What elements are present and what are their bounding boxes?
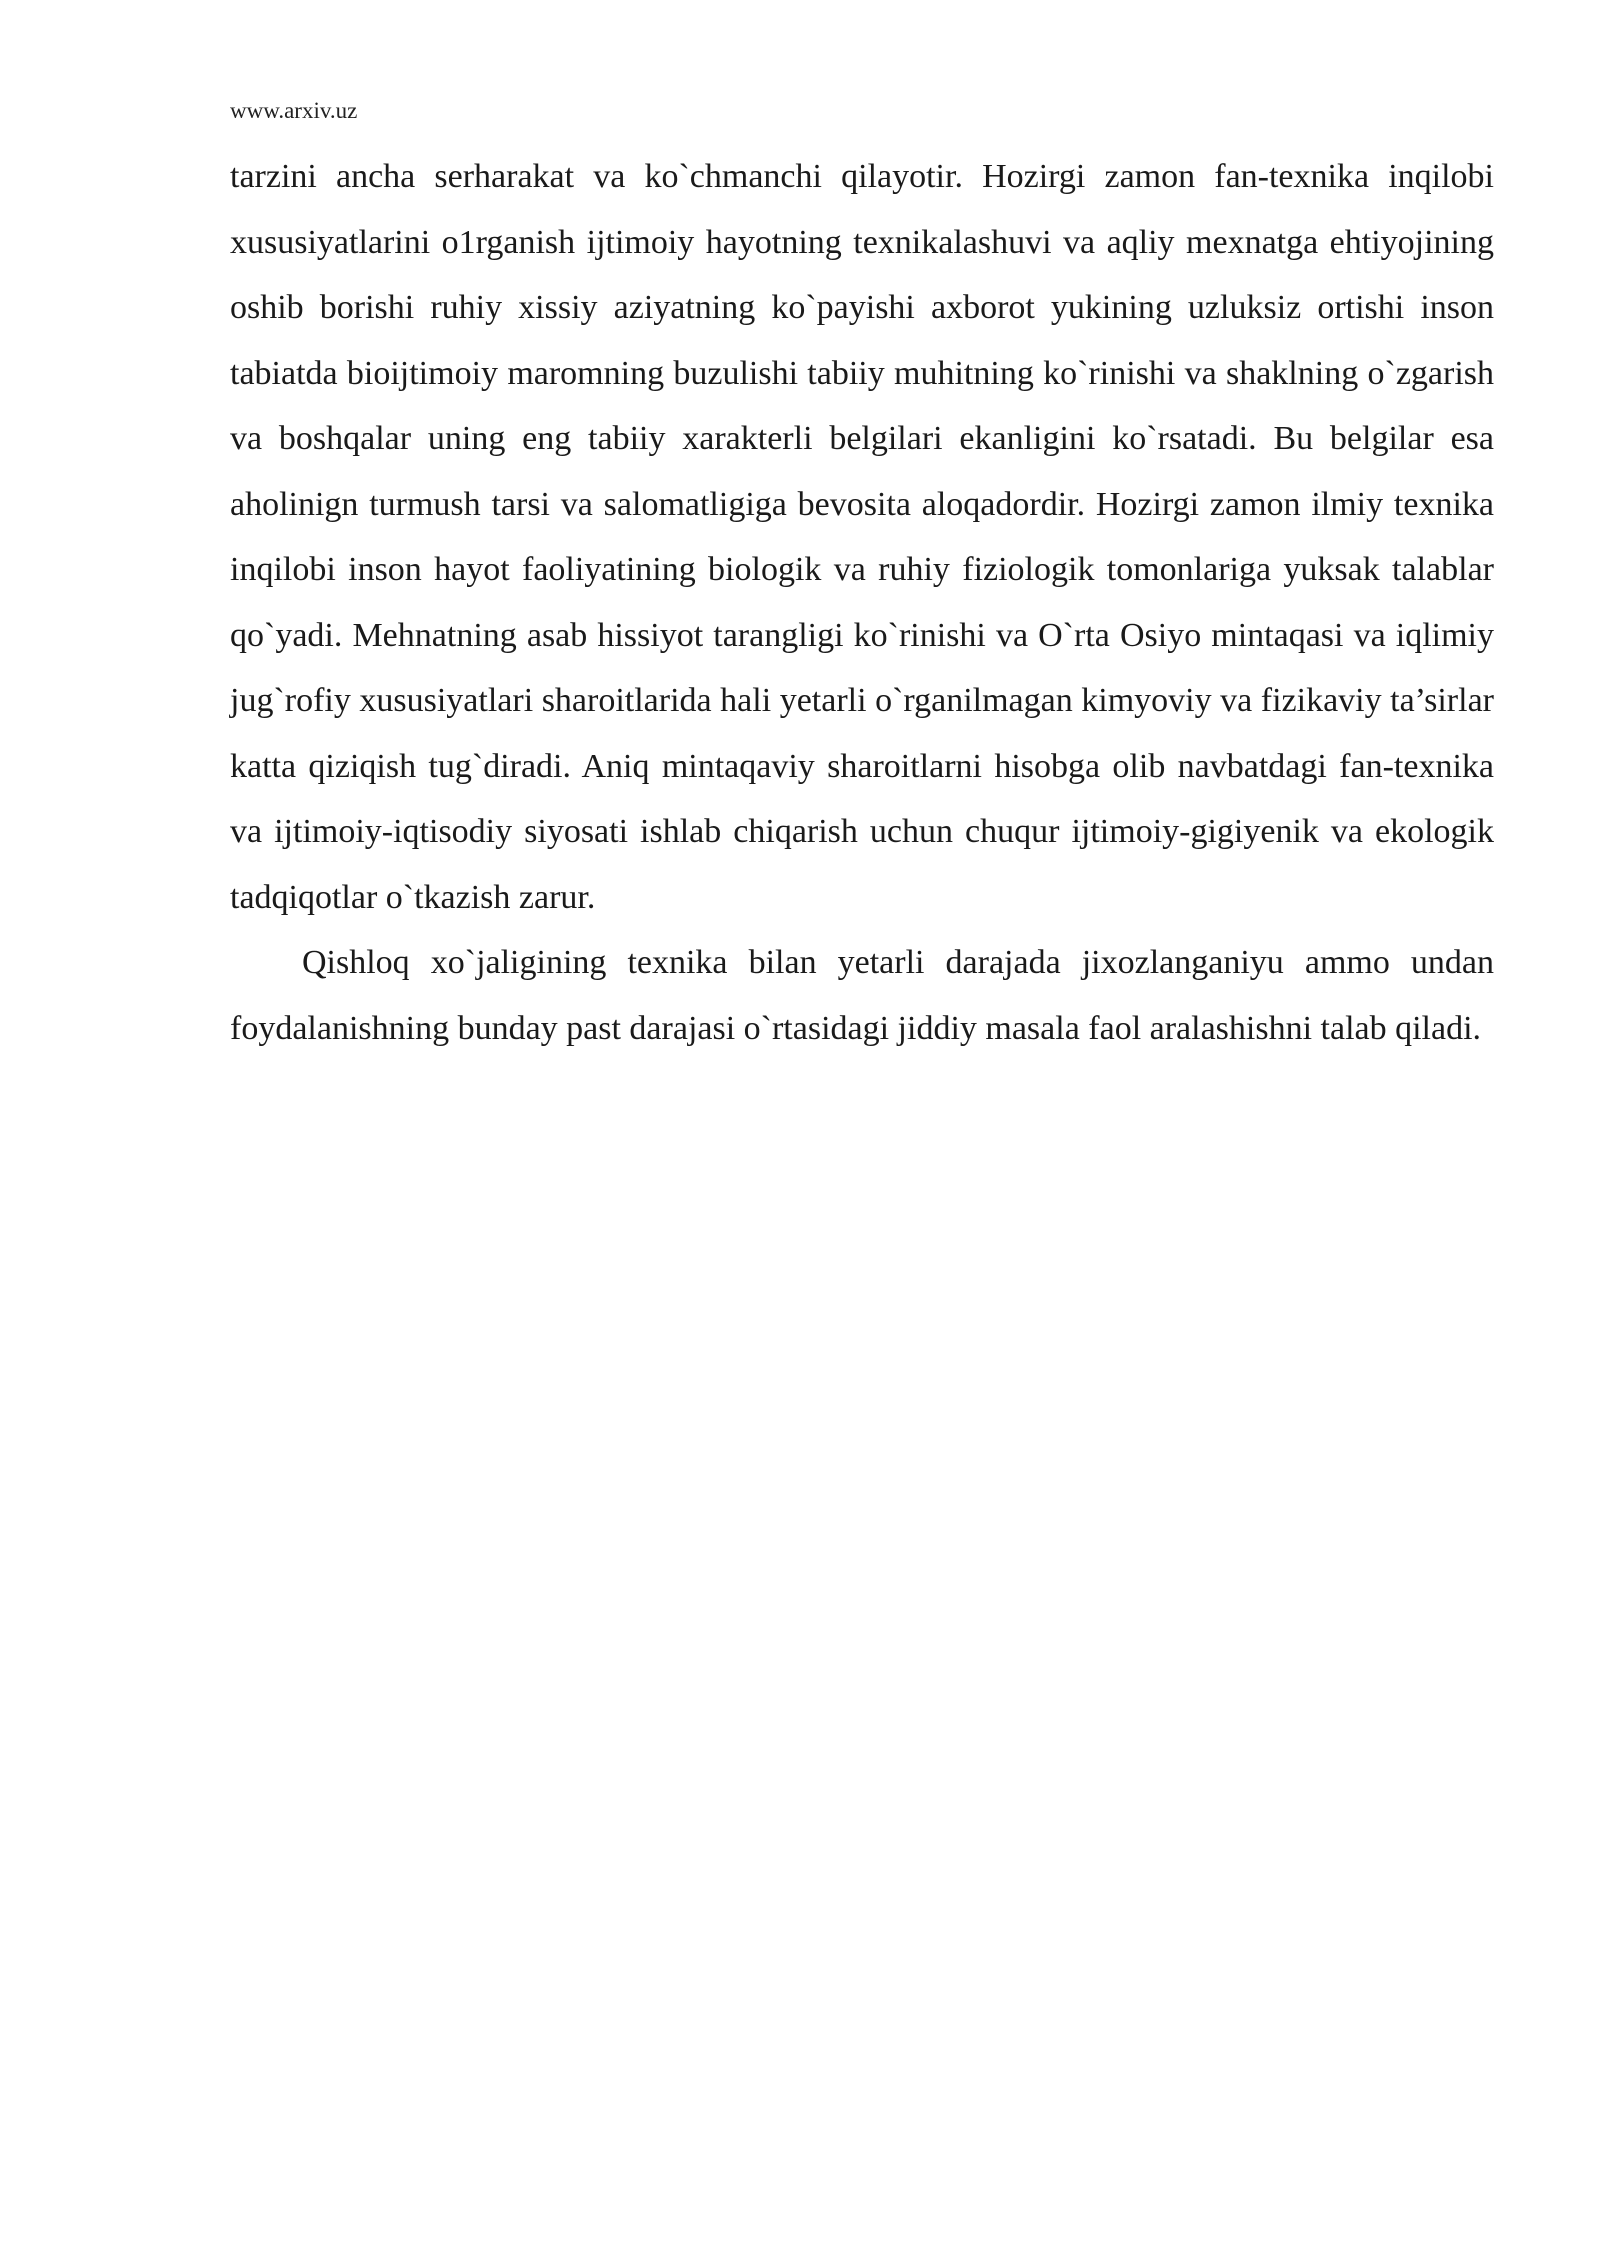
document-body — [230, 144, 1494, 1061]
paragraph-2: Qishloq xo`jaligining texnika bilan yetarli darajada jixozlanganiyu ammo undan foydalanishning bunday past darajasi o`rtasidagi jiddiy masala faol aralashishni talab qiladi. — [230, 944, 1494, 1047]
header-url: www.arxiv.uz — [230, 98, 358, 123]
paragraph-1: tarzini ancha serharakat va ko`chmanchi qilayotir. Hozirgi zamon fan-texnika inqilobi xususiyatlarini o1rganish ijtimoiy hayotning texnikalashuvi va aqliy mexnatga ehtiyojining oshib borishi ruhiy xissiy aziyatning ko`payishi axborot yukining uzluksiz ortishi inson tabiatda bioijtimoiy maromning buzulishi tabiiy muhitning ko`rinishi va shaklning o`zgarish va boshqalar uning eng tabiiy xarakterli belgilari ekanligini ko`rsatadi. Bu belgilar esa aholinign turmush tarsi va salomatligiga bevosita aloqadordir. Hozirgi zamon ilmiy texnika inqilobi inson hayot faoliyatining biologik va ruhiy fiziologik tomonlariga yuksak talablar qo`yadi. Mehnatning asab hissiyot tarangligi ko`rinishi va O`rta Osiyo mintaqasi va iqlimiy jug`rofiy xususiyatlari sharoitlarida hali yetarli o`rganilmagan kimyoviy va fizikaviy ta’sirlar katta qiziqish tug`diradi. Aniq mintaqaviy sharoitlarni hisobga olib navbatdagi fan-texnika va ijtimoiy-iqtisodiy siyosati ishlab chiqarish uchun chuqur ijtimoiy-gigiyenik va ekologik tadqiqotlar o`tkazish zarur. — [230, 158, 1494, 916]
